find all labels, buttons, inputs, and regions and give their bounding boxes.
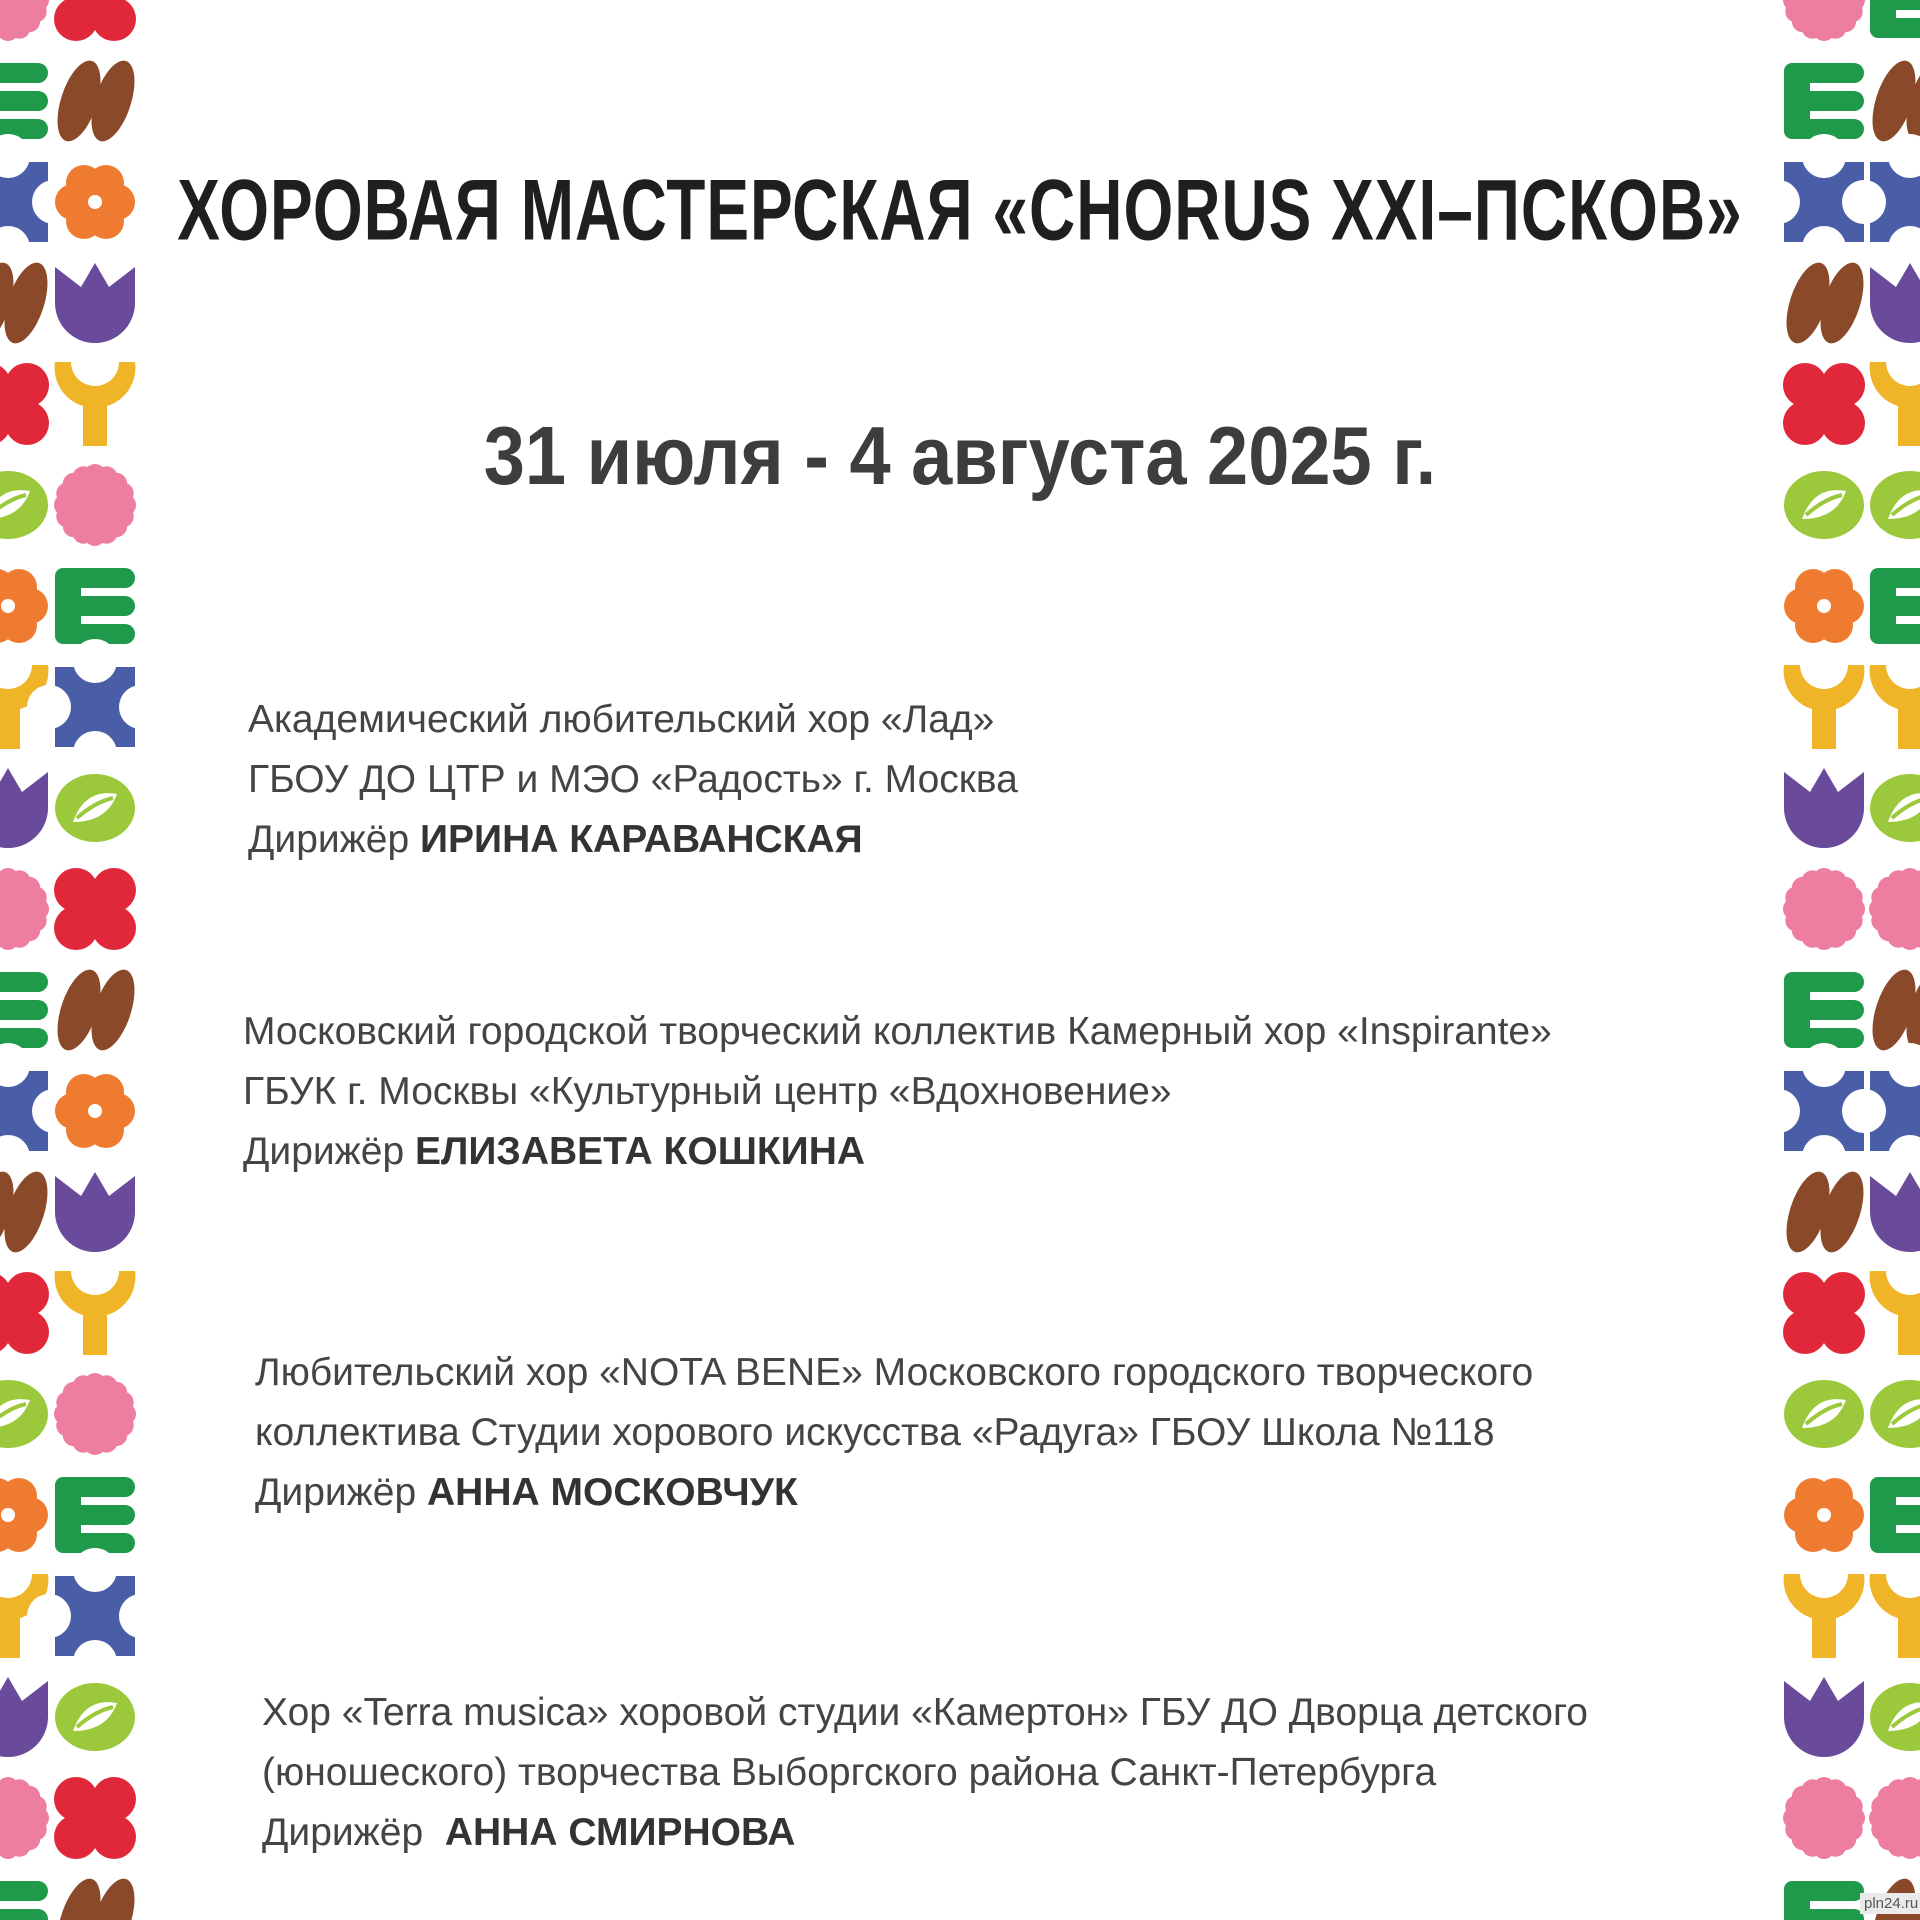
choir-institution: коллектива Студии хорового искусства «Радуга» ГБОУ Школа №118 — [255, 1411, 1495, 1454]
conductor-label: Дирижёр — [243, 1130, 405, 1173]
conductor-line — [248, 810, 1718, 870]
blue-x-icon — [1842, 1043, 1920, 1179]
pink-flower-icon — [54, 1373, 136, 1455]
conductor-name: ЕЛИЗАВЕТА КОШКИНА — [415, 1130, 866, 1173]
choir-entry — [248, 690, 1718, 870]
green-stripes-icon — [0, 1881, 48, 1920]
pink-flower-icon — [1869, 868, 1920, 950]
orange-flower-icon — [1784, 1478, 1864, 1552]
red-cross-icon — [1783, 1272, 1865, 1354]
green-stripes-icon — [55, 1477, 135, 1553]
yellow-y-icon — [1870, 665, 1920, 749]
yellow-y-icon — [1784, 665, 1865, 749]
purple-tulip-icon — [1784, 1677, 1864, 1757]
green-stripes-icon — [55, 568, 135, 644]
choir-name: Московский городской творческий коллектив Камерный хор «Inspirante» — [243, 1010, 1552, 1053]
green-stripes-icon — [1784, 63, 1864, 139]
pink-flower-icon — [1783, 0, 1865, 41]
page-title: ХОРОВАЯ МАСТЕРСКАЯ «CHORUS XXI–ПСКОВ» — [177, 161, 1743, 259]
yellow-y-icon — [1870, 1271, 1920, 1355]
event-dates: 31 июля - 4 августа 2025 г. — [483, 409, 1437, 503]
conductor-line — [255, 1463, 1725, 1523]
pink-flower-icon — [0, 0, 49, 41]
brown-seeds-icon — [1864, 55, 1920, 146]
choir-name: Любительский хор «NOTA BENE» Московского городского творческого — [255, 1351, 1534, 1394]
red-cross-icon — [54, 1777, 136, 1859]
blue-x-icon — [27, 1548, 140, 1684]
brown-seeds-icon — [49, 55, 140, 146]
yellow-y-icon — [1784, 1574, 1865, 1658]
blue-x-icon — [27, 639, 140, 775]
pink-flower-icon — [1783, 1777, 1865, 1859]
pink-flower-icon — [0, 1777, 49, 1859]
left-ornament-svg — [0, 0, 140, 1920]
green-stripes-icon — [1870, 568, 1920, 644]
lime-leaf-icon — [1870, 774, 1920, 842]
yellow-y-icon — [1870, 1574, 1920, 1658]
lime-leaf-icon — [1870, 1380, 1920, 1448]
orange-flower-icon — [55, 1074, 135, 1148]
brown-seeds-icon — [0, 257, 56, 348]
choir-institution: ГБОУ ДО ЦТР и МЭО «Радость» г. Москва — [248, 758, 1018, 801]
choir-institution: (юношеского) творчества Выборгского района Санкт-Петербурга — [262, 1751, 1437, 1794]
pink-flower-icon — [1869, 1777, 1920, 1859]
right-ornament-svg — [1778, 0, 1920, 1920]
green-stripes-icon — [0, 63, 48, 139]
site-watermark: pln24.ru — [1860, 1893, 1920, 1914]
conductor-name: ИРИНА КАРАВАНСКАЯ — [420, 818, 863, 861]
conductor-name: АННА МОСКОВЧУК — [427, 1471, 798, 1514]
brown-seeds-icon — [49, 1873, 140, 1920]
lime-leaf-icon — [1870, 1683, 1920, 1751]
lime-leaf-icon — [55, 774, 135, 842]
purple-tulip-icon — [0, 1677, 48, 1757]
green-stripes-icon — [1784, 1881, 1864, 1920]
brown-seeds-icon — [49, 964, 140, 1055]
purple-tulip-icon — [55, 1172, 135, 1252]
brown-seeds-icon — [0, 1166, 56, 1257]
choir-institution: ГБУК г. Москвы «Культурный центр «Вдохновение» — [243, 1070, 1172, 1113]
lime-leaf-icon — [1784, 1380, 1864, 1448]
red-cross-icon — [54, 868, 136, 950]
choir-entry — [262, 1683, 1732, 1863]
conductor-line — [262, 1803, 1732, 1863]
purple-tulip-icon — [55, 263, 135, 343]
green-stripes-icon — [1870, 0, 1920, 38]
conductor-label: Дирижёр — [262, 1811, 424, 1854]
red-cross-icon — [54, 0, 136, 41]
conductor-name: АННА СМИРНОВА — [444, 1811, 796, 1854]
orange-flower-icon — [0, 569, 48, 643]
purple-tulip-icon — [1870, 263, 1920, 343]
lime-leaf-icon — [0, 1380, 48, 1448]
red-cross-icon — [0, 1272, 49, 1354]
brown-seeds-icon — [1778, 257, 1872, 348]
lime-leaf-icon — [55, 1683, 135, 1751]
pink-flower-icon — [0, 868, 49, 950]
brown-seeds-icon — [1778, 1166, 1872, 1257]
brown-seeds-icon — [1864, 964, 1920, 1055]
orange-flower-icon — [1784, 569, 1864, 643]
left-ornament-border — [0, 0, 140, 1920]
choir-name: Хор «Terra musica» хоровой студии «Камертон» ГБУ ДО Дворца детского — [262, 1691, 1588, 1734]
yellow-y-icon — [55, 1271, 136, 1355]
choir-entry — [243, 1002, 1713, 1182]
pink-flower-icon — [1783, 868, 1865, 950]
green-stripes-icon — [1870, 1477, 1920, 1553]
purple-tulip-icon — [1870, 1172, 1920, 1252]
conductor-label: Дирижёр — [248, 818, 410, 861]
purple-tulip-icon — [0, 768, 48, 848]
green-stripes-icon — [0, 972, 48, 1048]
choir-name: Академический любительский хор «Лад» — [248, 698, 995, 741]
purple-tulip-icon — [1784, 768, 1864, 848]
green-stripes-icon — [1784, 972, 1864, 1048]
orange-flower-icon — [0, 1478, 48, 1552]
conductor-line — [243, 1122, 1713, 1182]
conductor-label: Дирижёр — [255, 1471, 417, 1514]
right-ornament-border — [1778, 0, 1920, 1920]
choir-entry — [255, 1343, 1725, 1523]
